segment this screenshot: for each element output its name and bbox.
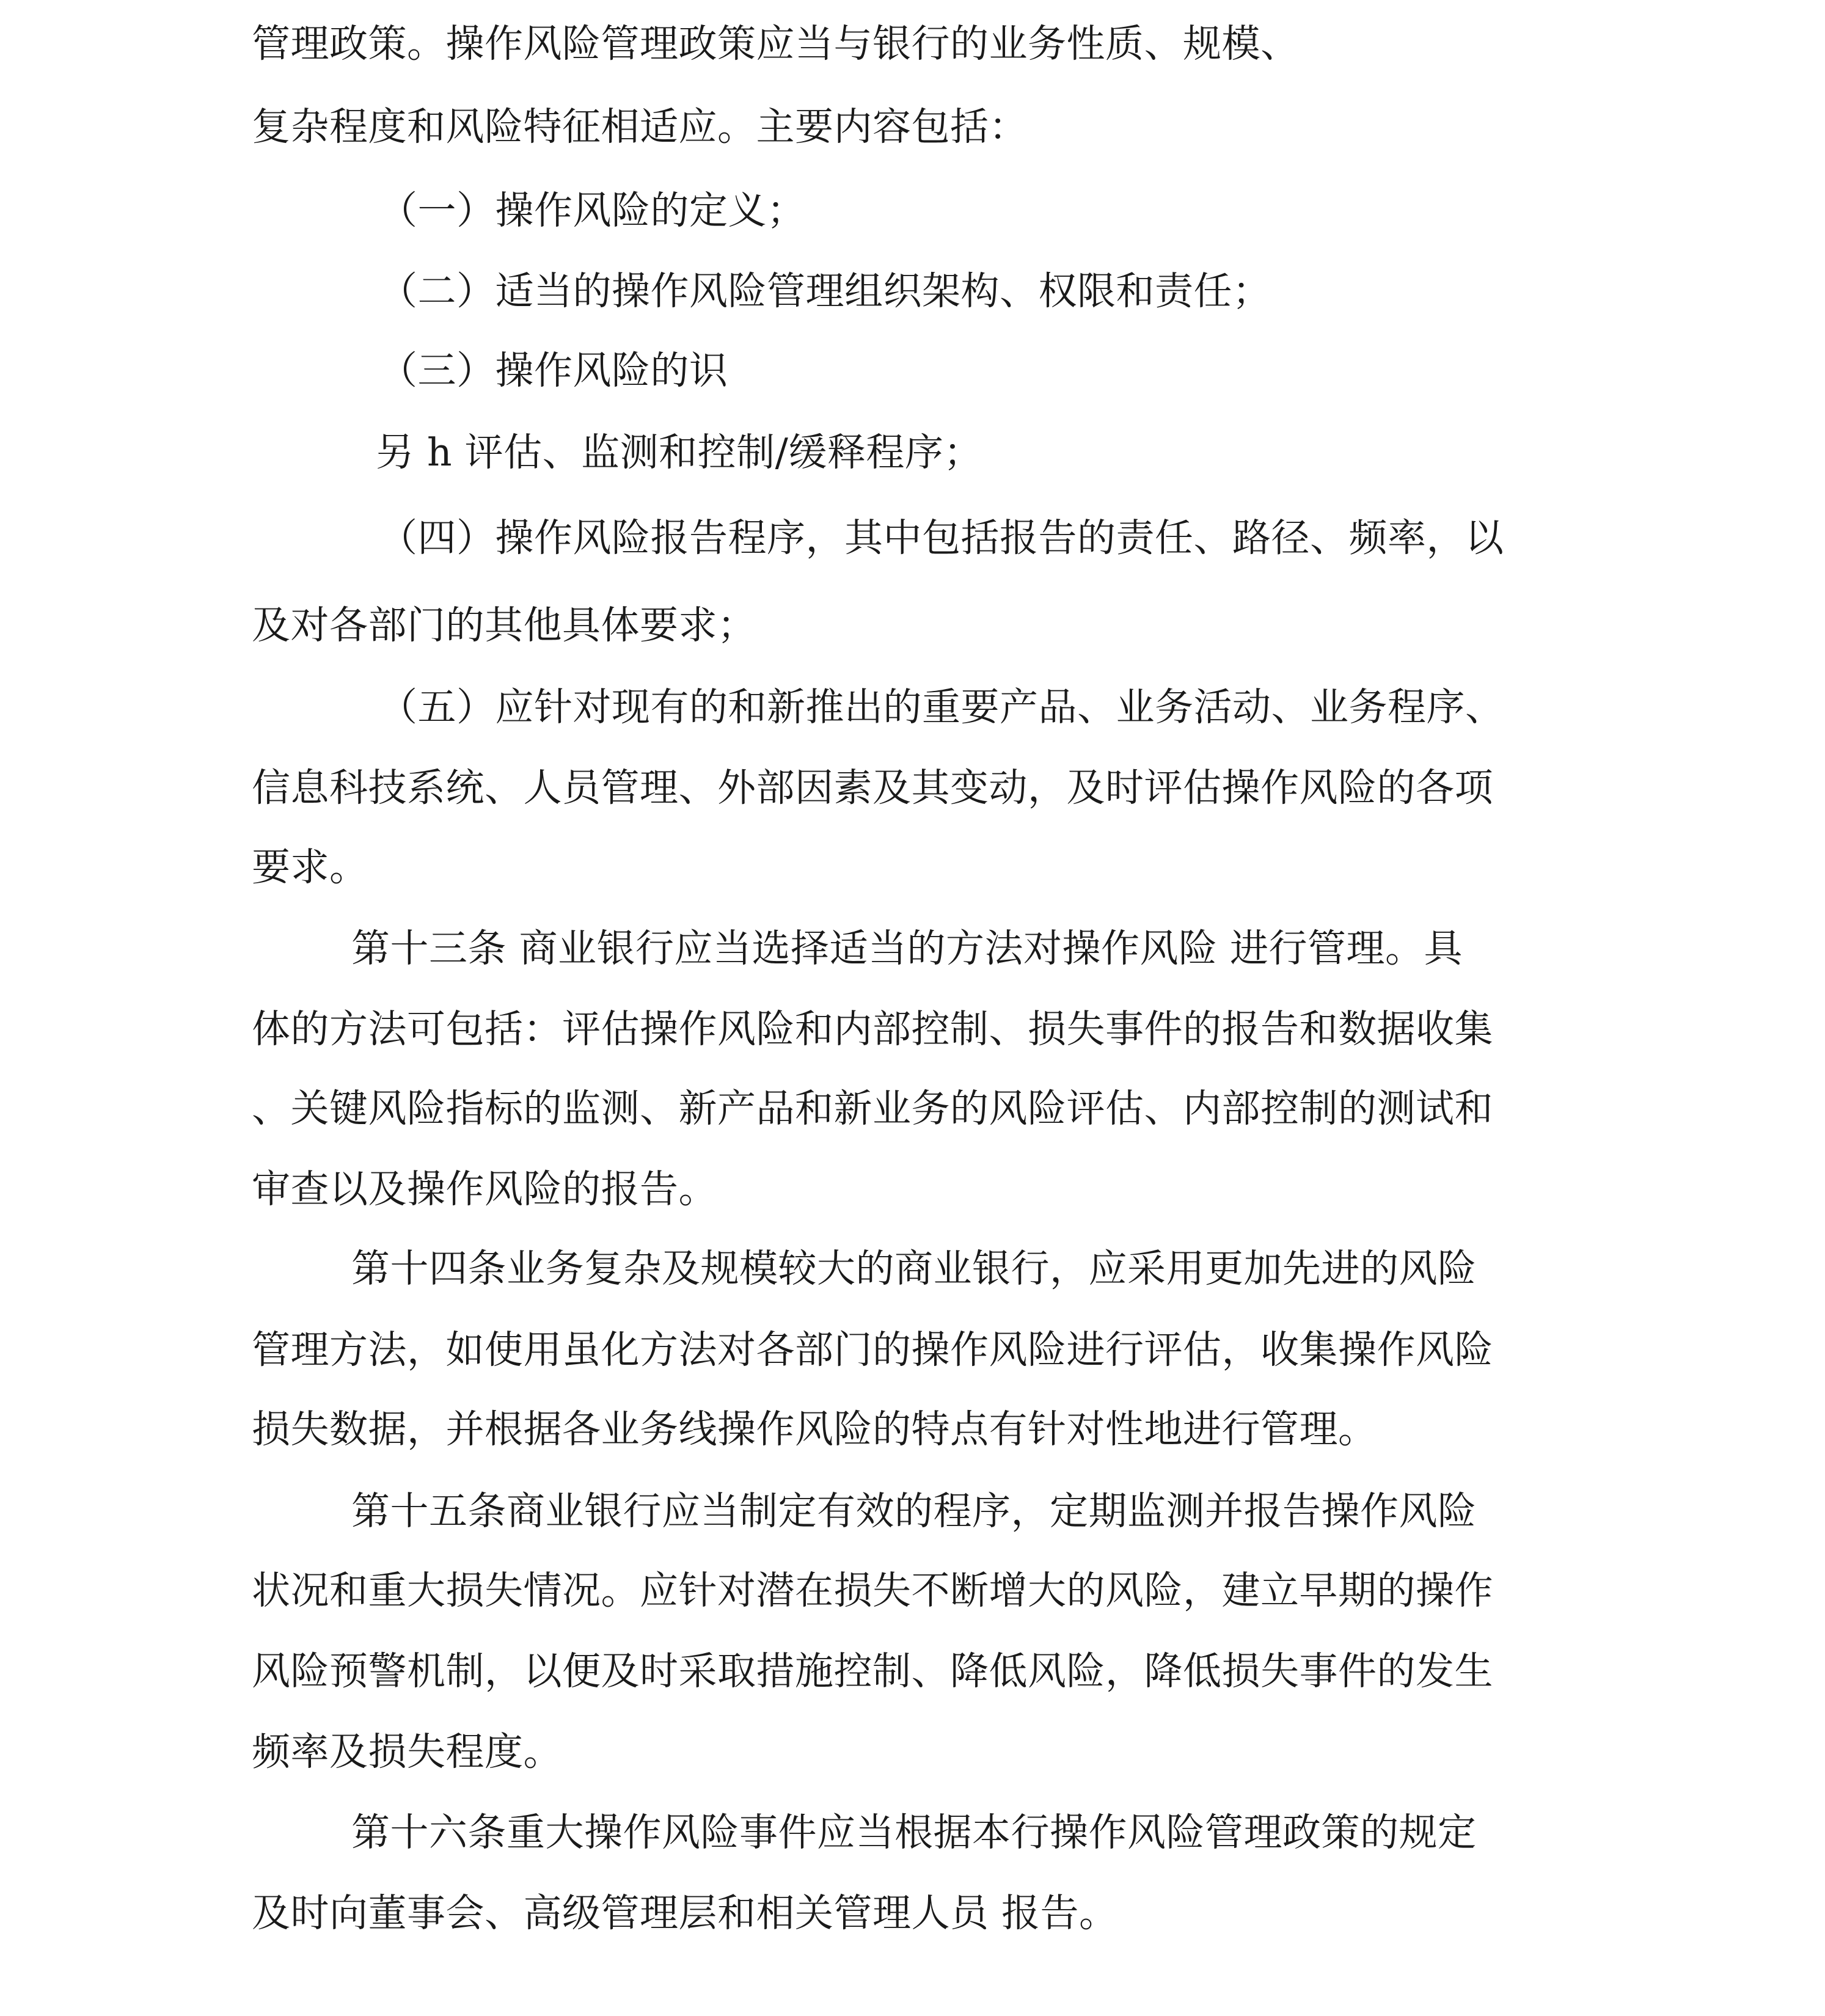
text-line: 风险预警机制，以便及时采取措施控制、降低风险，降低损失事件的发生 [252, 1649, 1493, 1693]
article-14: 第十四条业务复杂及规模较大的商业银行，应采用更加先进的风险 [351, 1246, 1477, 1291]
list-item-1: （一）操作风险的定义； [379, 188, 806, 233]
text-line: 状况和重大损失情况。应针对潜在损失不断增大的风险，建立早期的操作 [252, 1568, 1493, 1613]
text-line: 要求。 [252, 845, 368, 889]
article-15: 第十五条商业银行应当制定有效的程序，定期监测并报告操作风险 [351, 1489, 1477, 1533]
list-item-4: （四）操作风险报告程序，其中包括报告的责任、路径、频率，以 [379, 516, 1504, 560]
text-line: 审查以及操作风险的报告。 [252, 1167, 717, 1211]
list-item-2: （二）适当的操作风险管理组织架构、权限和责任； [379, 269, 1271, 313]
text-line: 体的方法可包括：评估操作风险和内部控制、损失事件的报告和数据收集 [252, 1007, 1493, 1051]
article-13: 第十三条 商业银行应当选择适当的方法对操作风险 进行管理。具 [351, 926, 1463, 971]
text-line: 频率及损失程度。 [252, 1729, 562, 1774]
text-line: 及对各部门的其他具体要求； [252, 603, 756, 648]
text-line: 信息科技系统、人员管理、外部因素及其变动，及时评估操作风险的各项 [252, 765, 1493, 810]
text-line: 管理政策。操作风险管理政策应当与银行的业务性质、规模、 [252, 21, 1300, 66]
list-item-5: （五）应针对现有的和新推出的重要产品、业务活动、业务程序、 [379, 685, 1504, 729]
text-line: 及时向董事会、高级管理层和相关管理人员 报告。 [252, 1891, 1118, 1935]
list-item-3: （三）操作风险的识 [379, 348, 728, 393]
text-line: 、关键风险指标的监测、新产品和新业务的风险评估、内部控制的测试和 [252, 1086, 1493, 1131]
article-16: 第十六条重大操作风险事件应当根据本行操作风险管理政策的规定 [351, 1810, 1477, 1855]
list-item-3-continued: 另 h 评估、监测和控制/缓释程序； [376, 430, 982, 475]
text-line: 复杂程度和风险特征相适应。主要内容包括： [252, 104, 1028, 149]
text-line: 管理方法，如使用虽化方法对各部门的操作风险进行评估，收集操作风险 [252, 1328, 1493, 1372]
text-line: 损失数据，并根据各业务线操作风险的特点有针对性地进行管理。 [252, 1407, 1377, 1452]
